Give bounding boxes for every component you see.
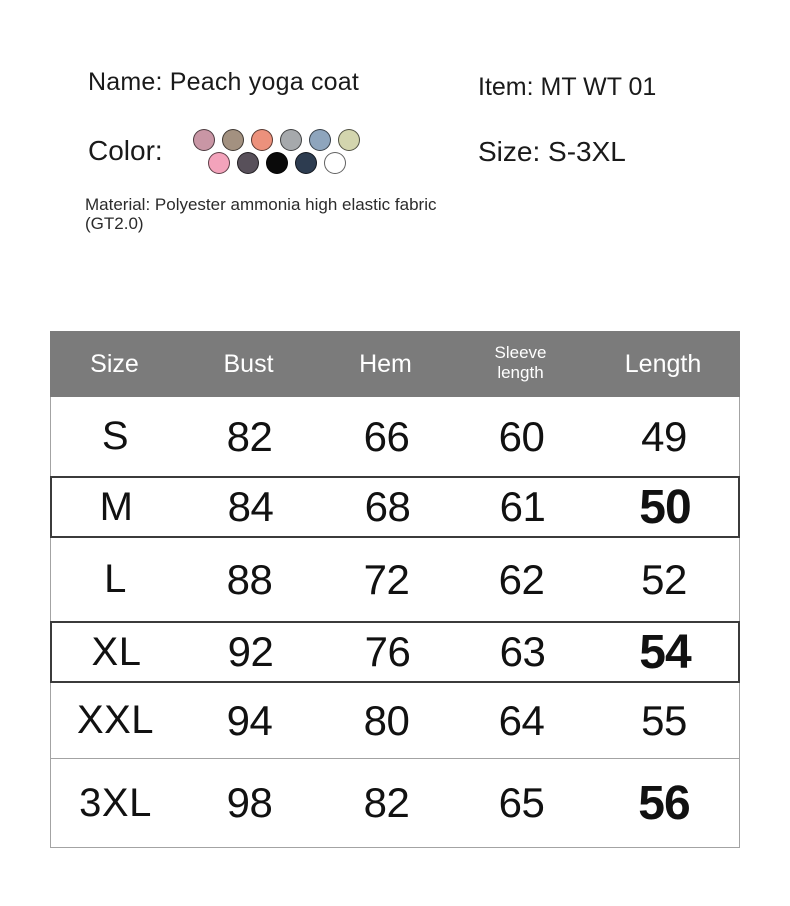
cell-hem: 68	[364, 483, 411, 530]
color-swatch	[208, 152, 230, 174]
cell-size: S	[101, 414, 130, 458]
product-name: Name: Peach yoga coat	[88, 68, 360, 96]
cell-hem: 76	[364, 628, 411, 675]
color-swatch	[193, 129, 215, 151]
color-swatch	[324, 152, 346, 174]
cell-length: 49	[641, 412, 687, 460]
cell-length: 56	[638, 776, 690, 830]
cell-size: M	[99, 484, 134, 529]
color-swatch	[309, 129, 331, 151]
cell-bust: 84	[227, 483, 274, 530]
color-swatch	[251, 129, 273, 151]
table-row-xl	[50, 621, 740, 683]
table-row-m	[50, 476, 740, 538]
swatch-row-bottom	[208, 152, 360, 174]
cell-bust: 98	[226, 779, 273, 826]
cell-hem: 80	[363, 696, 410, 744]
cell-bust: 92	[227, 628, 274, 675]
cell-length: 50	[639, 480, 691, 534]
cell-size: XXL	[76, 698, 155, 742]
column-header-length: Length	[624, 349, 702, 378]
column-header-sleeve-length: Sleeve length	[494, 343, 547, 382]
table-row-s	[51, 397, 739, 477]
cell-size: XL	[91, 629, 142, 674]
cell-hem: 66	[363, 412, 410, 460]
table-body	[51, 397, 739, 847]
color-swatch	[266, 152, 288, 174]
material-line-2: (GT2.0)	[85, 214, 144, 233]
color-swatch	[237, 152, 259, 174]
cell-length: 54	[639, 625, 691, 679]
cell-bust: 82	[226, 412, 273, 460]
cell-sleeve: 61	[499, 483, 546, 530]
cell-sleeve: 64	[498, 696, 545, 744]
color-swatches	[193, 129, 360, 175]
table-row-3xl	[51, 759, 739, 847]
table-row-xxl	[51, 683, 739, 759]
cell-bust: 94	[226, 696, 273, 744]
size-range: Size: S-3XL	[478, 136, 626, 167]
cell-sleeve: 60	[498, 412, 545, 460]
color-swatch	[222, 129, 244, 151]
column-header-bust: Bust	[223, 349, 274, 378]
size-table	[50, 331, 740, 848]
color-label: Color:	[88, 135, 163, 166]
item-code: Item: MT WT 01	[478, 73, 657, 101]
color-swatch	[338, 129, 360, 151]
cell-length: 52	[641, 555, 687, 603]
cell-sleeve: 65	[498, 779, 545, 826]
color-swatch	[295, 152, 317, 174]
column-header-size: Size	[90, 349, 139, 378]
cell-sleeve: 62	[498, 555, 545, 603]
cell-sleeve: 63	[499, 628, 546, 675]
cell-hem: 72	[363, 555, 410, 603]
swatch-row-top	[193, 129, 360, 151]
color-swatch	[280, 129, 302, 151]
cell-bust: 88	[226, 555, 273, 603]
cell-size: L	[104, 557, 127, 601]
cell-size: 3XL	[79, 780, 152, 825]
material-text	[85, 195, 505, 233]
table-header-row	[50, 331, 740, 397]
column-header-hem: Hem	[359, 349, 412, 378]
cell-length: 55	[641, 696, 687, 744]
table-row-l	[51, 538, 739, 622]
material-line-1: Material: Polyester ammonia high elastic fabric	[85, 195, 437, 214]
cell-hem: 82	[363, 779, 410, 826]
